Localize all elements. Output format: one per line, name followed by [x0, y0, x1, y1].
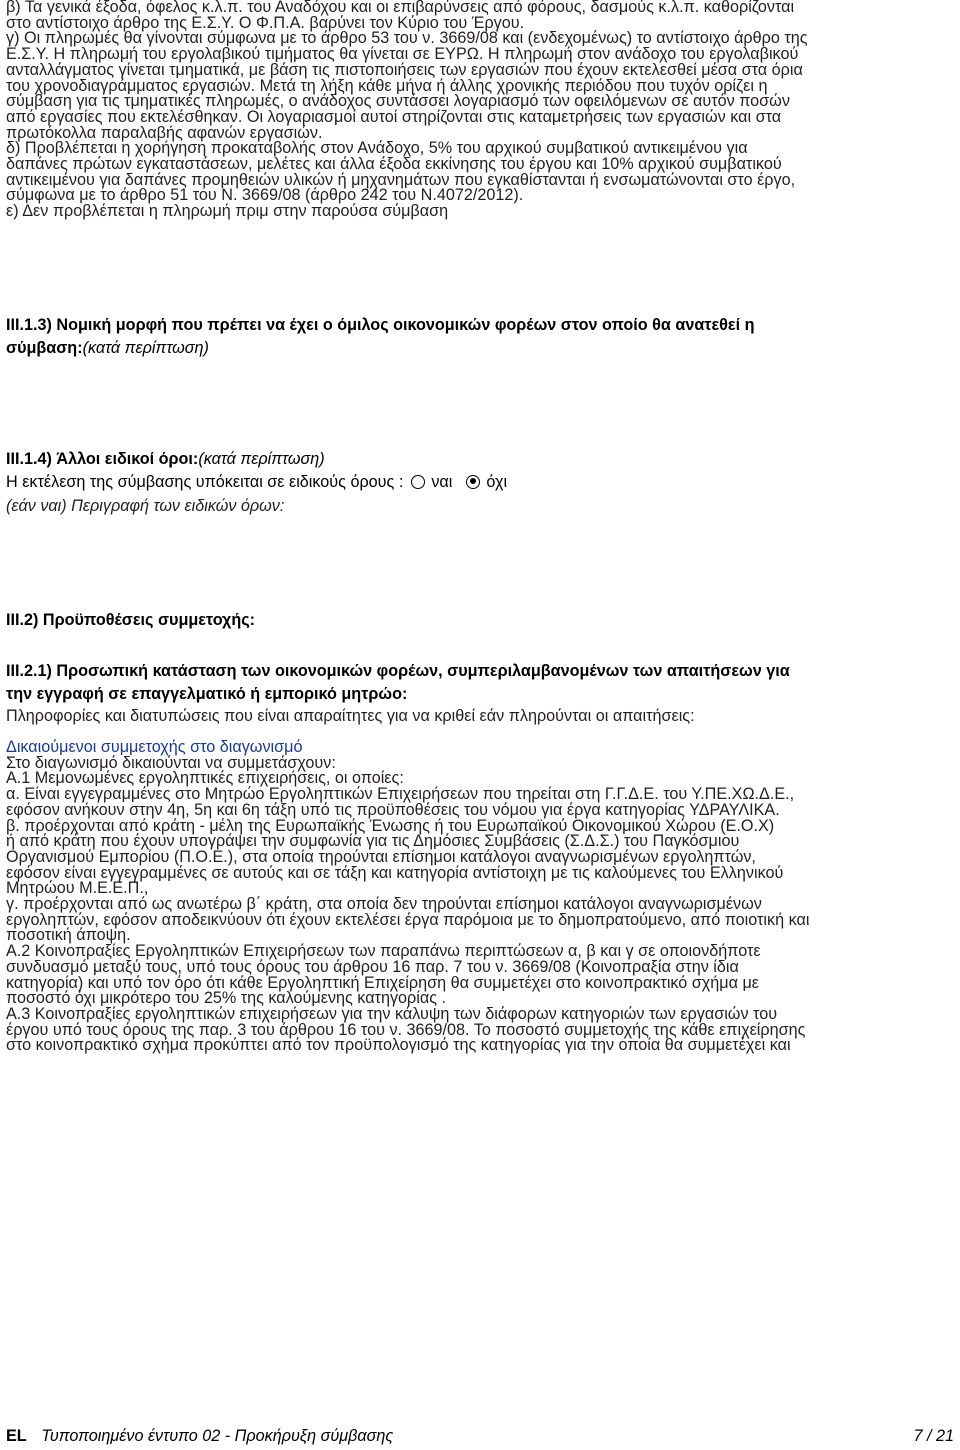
special-terms-description-label: (εάν ναι) Περιγραφή των ειδικών όρων: — [6, 496, 285, 515]
radio-no-label: όχι — [486, 472, 508, 491]
text-line: Α.2 Κοινοπραξίες Εργοληπτικών Επιχειρήσεων των παραπάνω περιπτώσεων α, β και γ σε οποιονδήποτε — [6, 942, 761, 961]
text-line: από εργασίες που εκτελέσθηκαν. Οι λογαριασμοί αυτοί στηρίζονται στις καταμετρήσεις των εργασιών και στα — [6, 107, 782, 126]
footer-left — [6, 1426, 393, 1446]
text-line: α. Είναι εγγεγραμμένες στο Μητρώο Εργοληπτικών Επιχειρήσεων που τηρείται στη Γ.Γ.Δ.Ε. του Υ.ΠΕ.ΧΩ.Δ.Ε., — [6, 785, 795, 804]
text-line: β. προέρχονται από κράτη - μέλη της Ευρωπαϊκής Ένωσης ή του Ευρωπαϊκού Οικονομικού Χώρου (Ε.Ο.Χ) — [6, 816, 775, 835]
text-line: στο αντίστοιχο άρθρο της Ε.Σ.Υ. Ο Φ.Π.Α. βαρύνει τον Κύριο του Έργου. — [6, 13, 525, 32]
text-line: του χρονοδιαγράμματος εργασιών. Μετά τη λήξη κάθε μήνα ή άλλης χρονικής περιόδου που τυχόν ορίζει η — [6, 76, 768, 95]
text-line: πρωτόκολλα παραλαβής αφανών εργασιών. — [6, 123, 323, 142]
special-terms-question-label: Η εκτέλεση της σύμβασης υπόκειται σε ειδικούς όρους : — [6, 472, 404, 491]
text-line: Οργανισμού Εμπορίου (Π.Ο.Ε.), στα οποία τηρούνται επίσημοι κατάλογοι αναγνωρισμένων εργοληπτών, — [6, 847, 756, 866]
section-heading: III.1.3) Νομική μορφή που πρέπει να έχει ο όμιλος οικονομικών φορέων στον οποίο θα ανατεθεί η σύμβαση:(κατά περίπτωση) — [6, 316, 755, 357]
text-line: ανταλλάγματος γίνεται τμηματικά, με βάση τις πιστοποιήσεις των εργασιών που έχουν εκτελεσθεί μέσα στα όρια — [6, 60, 803, 79]
text-line: εργοληπτών, εφόσον αποδεικνύουν ότι έχουν εκτελέσει έργα παρόμοια με το δημοπρατούμενο, από ποιοτική και — [6, 910, 810, 929]
page-number: 7 / 21 — [913, 1427, 954, 1445]
text-line: Μητρώου Μ.Ε.Ε.Π., — [6, 879, 149, 898]
section-heading: III.2) Προϋποθέσεις συμμετοχής: — [6, 611, 256, 629]
section-iii-2-1 — [6, 660, 954, 727]
section-intro: Πληροφορίες και διατυπώσεις που είναι απαραίτητες για να κριθεί εάν πληρούνται οι απαιτήσεις: — [6, 707, 695, 725]
text-line: ποσοστό όχι μικρότερο του 25% της καλούμενης κατηγορίας . — [6, 989, 447, 1008]
text-line: ποσοτική άποψη. — [6, 926, 131, 945]
text-line: γ. προέρχονται από ως ανωτέρω β΄ κράτη, στα οποία δεν τηρούνται επίσημοι κατάλογοι αναγνωρισμένων — [6, 895, 762, 914]
section-heading: III.1.4) Άλλοι ειδικοί όροι:(κατά περίπτωση) — [6, 450, 325, 468]
radio-yes[interactable] — [411, 475, 425, 489]
section-iii-2 — [6, 609, 255, 632]
text-line: εφόσον ανήκουν στην 4η, 5η και 6η τάξη υπό τις προϋποθέσεις του νόμου για έργα κατηγορίας ΥΔΡΑΥΛΙΚΑ. — [6, 800, 780, 819]
text-line: ή από κράτη που έχουν υπογράψει την συμφωνία για τις Δημόσιες Συμβάσεις (Σ.Δ.Σ.) του Παγκόσμιου — [6, 832, 740, 851]
text-line: κατηγορία) και υπό τον όρο ότι κάθε Εργοληπτική Επιχείρηση θα συμμετέχει στο κοινοπρακτικό σχήμα με — [6, 973, 760, 992]
text-line: έργου υπό τους όρους της παρ. 3 του άρθρου 16 του ν. 3669/08. Το ποσοστό συμμετοχής της κάθε επιχείρησης — [6, 1020, 806, 1039]
text-line: αντικειμένου για δαπάνες προμηθειών υλικών ή μηχανημάτων που εγκαθίστανται ή ενσωματώνονται στο έργο, — [6, 170, 796, 189]
text-line: γ) Οι πληρωμές θα γίνονται σύμφωνα με το άρθρο 53 του ν. 3669/08 και (ενδεχομένως) το αντίστοιχο άρθρο της — [6, 29, 808, 48]
special-terms-question — [6, 471, 954, 493]
radio-yes-label: ναι — [431, 472, 453, 491]
section-heading: III.2.1) Προσωπική κατάσταση των οικονομικών φορέων, συμπεριλαμβανομένων των απαιτήσεων για την εγγραφή σε επαγγελματικό ή εμπορικό μητρώο: — [6, 662, 790, 703]
section-iii-1-4 — [6, 448, 954, 517]
page-footer — [6, 1426, 954, 1446]
text-line: ε) Δεν προβλέπεται η πληρωμή πριμ στην παρούσα σύμβαση — [6, 202, 449, 221]
text-line: εφόσον είναι εγγεγραμμένες σε αυτούς και σε τάξη και κατηγορία αντίστοιχη με τις καλούμενες του Ελληνικού — [6, 863, 784, 882]
section-iii-1-3 — [6, 314, 954, 359]
language-code: EL — [6, 1427, 27, 1445]
text-line: δαπάνες πρώτων εγκαταστάσεων, μελέτες και άλλα έξοδα εκκίνησης του έργου και 10% αρχικού συμβατικού — [6, 155, 782, 174]
text-line: β) Τα γενικά έξοδα, όφελος κ.λ.π. του Αναδόχου και οι επιβαρύνσεις από φόρους, δασμούς κ.λ.π. καθορίζονται — [6, 0, 795, 16]
text-line: δ) Προβλέπεται η χορήγηση προκαταβολής στον Ανάδοχο, 5% του αρχικού συμβατικού αντικειμένου για — [6, 139, 748, 158]
eligibility-block — [6, 740, 954, 1054]
radio-no[interactable] — [466, 475, 480, 489]
text-line: συνδυασμό μεταξύ τους, υπό τους όρους του άρθρου 16 παρ. 7 του ν. 3669/08 (Κοινοπραξία στην ίδια — [6, 957, 739, 976]
payment-terms-block — [6, 0, 808, 220]
text-line: σύμφωνα με το άρθρο 51 του Ν. 3669/08 (άρθρο 242 του Ν.4072/2012). — [6, 186, 524, 205]
text-line: Στο διαγωνισμό δικαιούνται να συμμετάσχουν: — [6, 753, 336, 772]
form-title: Τυποποιημένο έντυπο 02 - Προκήρυξη σύμβασης — [41, 1427, 394, 1445]
text-line: Ε.Σ.Υ. Η πληρωμή του εργολαβικού τιμήματος θα γίνεται σε ΕΥΡΩ. Η πληρωμή στον ανάδοχο του εργολαβικού — [6, 45, 799, 64]
text-line: σύμβαση για τις τμηματικές πληρωμές, ο ανάδοχος συντάσσει λογαριασμό των οφειλόμενων σε αυτόν ποσών — [6, 92, 790, 111]
text-line: στο κοινοπρακτικό σχήμα προκύπτει από τον προϋπολογισμό της κατηγορίας για την οποία θα συμμετέχει και — [6, 1036, 791, 1055]
text-line: Α.1 Μεμονωμένες εργοληπτικές επιχειρήσεις, οι οποίες: — [6, 769, 404, 788]
eligibility-title: Δικαιούμενοι συμμετοχής στο διαγωνισμό — [6, 738, 303, 756]
text-line: Α.3 Κοινοπραξίες εργοληπτικών επιχειρήσεων για την κάλυψη των διάφορων κατηγοριών των εργασιών του — [6, 1004, 778, 1023]
